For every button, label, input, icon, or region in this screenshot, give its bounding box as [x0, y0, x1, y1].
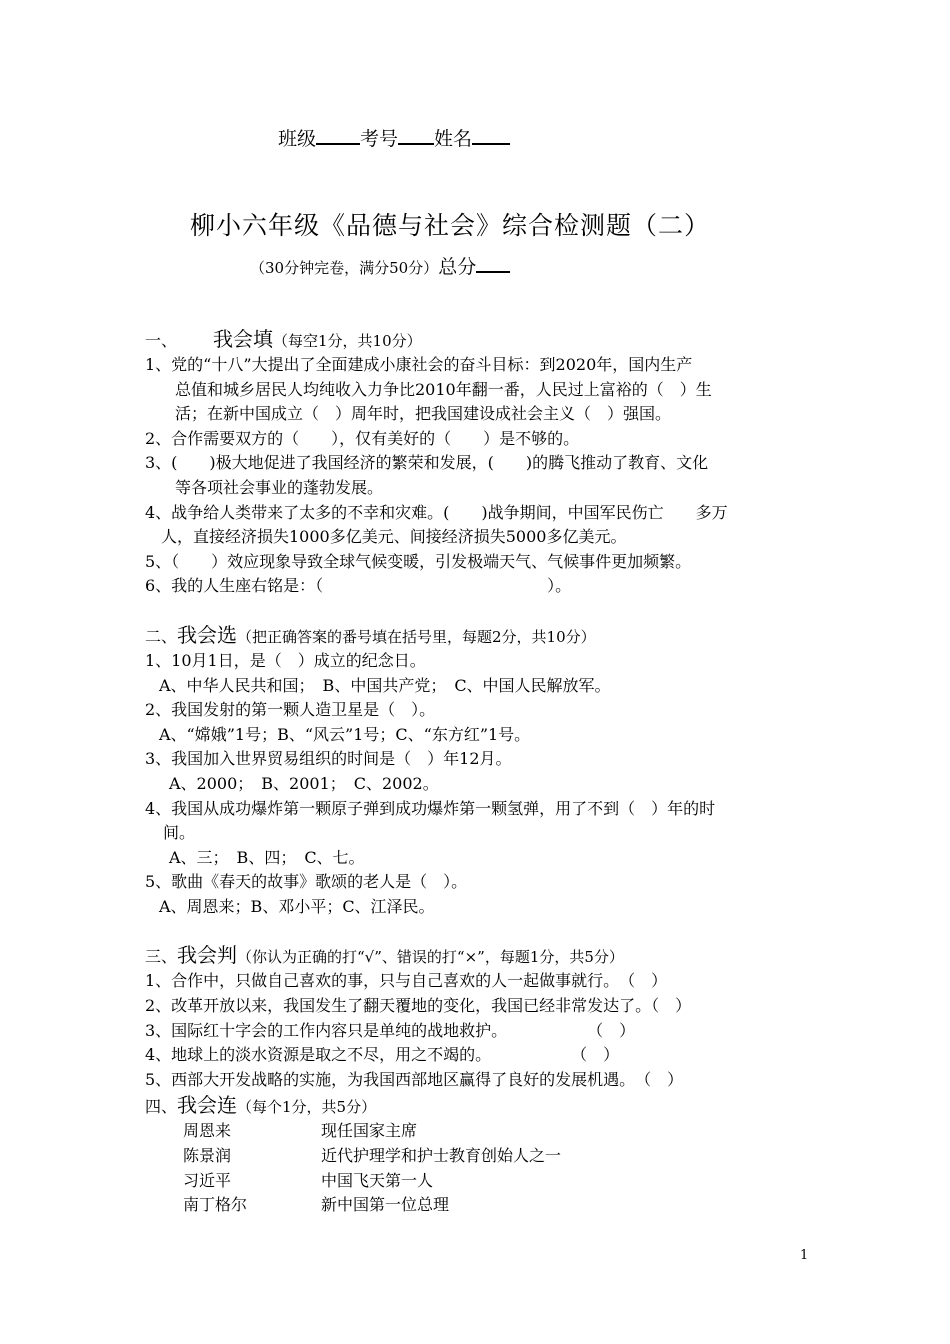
fill-q2: 2、合作需要双方的（ ），仅有美好的（ ）是不够的。 — [145, 428, 580, 448]
judge-q2: 2、改革开放以来，我国发生了翻天覆地的变化，我国已经非常发达了。（ ） — [145, 996, 692, 1016]
section-2-heading — [145, 622, 825, 649]
exam-time-note: （30分钟完卷，满分50分） — [250, 259, 439, 277]
choice-q2-options: A、“嫦娥”1号；B、“风云”1号；C、“东方红”1号。 — [159, 724, 531, 744]
section-note: （你认为正确的打“√”、错误的打“×”，每题1分，共5分） — [237, 948, 624, 967]
fill-q6: 6、我的人生座右铭是：（ ）。 — [145, 576, 572, 596]
match-person: 习近平 — [183, 1170, 232, 1190]
match-row — [145, 1169, 825, 1194]
choice-q1-options: A、中华人民共和国； B、中国共产党； C、中国人民解放军。 — [159, 675, 611, 695]
match-row — [145, 1193, 825, 1218]
section-number: 二、 — [145, 626, 178, 646]
class-label: 班级 — [278, 128, 317, 150]
class-blank — [316, 127, 360, 145]
match-description: 现任国家主席 — [321, 1121, 418, 1141]
section-note: （每空1分，共10分） — [273, 332, 422, 350]
name-blank — [472, 127, 510, 145]
fill-q3-line2: 等各项社会事业的蓬勃发展。 — [175, 477, 384, 497]
fill-q4-line1: 4、战争给人类带来了太多的不幸和灾难。( )战争期间，中国军民伤亡 多万 — [145, 502, 728, 522]
name-label: 姓名 — [434, 128, 473, 150]
page-subtitle — [250, 252, 510, 279]
section-title: 我会连 — [177, 1093, 238, 1118]
choice-q5: 5、歌曲《春天的故事》歌颂的老人是（ ）。 — [145, 872, 468, 892]
choice-q1: 1、10月1日，是（ ）成立的纪念日。 — [145, 650, 426, 670]
exam-no-label: 考号 — [360, 128, 399, 150]
choice-q4-line2: 间。 — [163, 823, 196, 843]
match-person: 南丁格尔 — [183, 1195, 248, 1215]
match-description: 新中国第一位总理 — [321, 1195, 450, 1215]
fill-q3-line1: 3、( )极大地促进了我国经济的繁荣和发展，( )的腾飞推动了教育、文化 — [145, 453, 709, 473]
choice-q4-line1: 4、我国从成功爆炸第一颗原子弹到成功爆炸第一颗氢弹，用了不到（ ）年的时 — [145, 798, 716, 818]
match-person: 周恩来 — [183, 1121, 232, 1141]
fill-q1-line2: 总值和城乡居民人均纯收入力争比2010年翻一番，人民过上富裕的（ ）生 — [175, 379, 712, 399]
judge-q3: 3、国际红十字会的工作内容只是单纯的战地救护。 （ ） — [145, 1020, 636, 1040]
judge-q4: 4、地球上的淡水资源是取之不尽，用之不竭的。 （ ） — [145, 1045, 620, 1065]
section-note: （每个1分，共5分） — [237, 1098, 377, 1117]
fill-q1-line1: 1、党的“十八”大提出了全面建成小康社会的奋斗目标：到2020年，国内生产 — [145, 355, 693, 374]
fill-q4-line2: 人，直接经济损失1000多亿美元、间接经济损失5000多亿美元。 — [161, 527, 627, 547]
choice-q3: 3、我国加入世界贸易组织的时间是（ ）年12月。 — [145, 749, 512, 769]
section-note: （把正确答案的番号填在括号里，每题2分，共10分） — [237, 627, 596, 646]
match-person: 陈景润 — [183, 1146, 232, 1166]
section-number: 四、 — [145, 1097, 178, 1117]
judge-q1: 1、合作中，只做自己喜欢的事，只与自己喜欢的人一起做事就行。 （ ） — [145, 971, 668, 991]
section-4-heading — [145, 1092, 825, 1119]
section-number: 三、 — [145, 947, 178, 967]
section-title: 我会填 — [213, 327, 274, 351]
exam-content — [145, 326, 825, 1218]
section-3-heading — [145, 942, 825, 969]
page-title: 柳小六年级《品德与社会》综合检测题（二） — [190, 211, 711, 240]
student-info-header — [278, 124, 510, 151]
match-row — [145, 1119, 825, 1144]
choice-q4-options: A、三； B、四； C、七。 — [169, 847, 365, 867]
match-description: 近代护理学和护士教育创始人之一 — [321, 1146, 562, 1166]
section-title: 我会选 — [177, 622, 238, 647]
total-score-label: 总分 — [438, 256, 477, 278]
choice-q5-options: A、周恩来；B、邓小平；C、江泽民。 — [159, 896, 435, 916]
total-score-blank — [476, 255, 510, 273]
exam-no-blank — [398, 127, 434, 145]
match-description: 中国飞天第一人 — [321, 1170, 434, 1190]
choice-q2: 2、我国发射的第一颗人造卫星是（ ）。 — [145, 700, 436, 720]
section-1-heading — [145, 326, 825, 353]
judge-q5: 5、西部大开发战略的实施，为我国西部地区赢得了良好的发展机遇。 （ ） — [145, 1069, 684, 1089]
page-number: 1 — [800, 1248, 809, 1263]
fill-q1-line3: 活；在新中国成立（ ）周年时，把我国建设成社会主义（ ）强国。 — [175, 404, 672, 424]
section-title: 我会判 — [177, 943, 238, 968]
choice-q3-options: A、2000； B、2001； C、2002。 — [169, 773, 439, 793]
section-number: 一、 — [145, 331, 178, 350]
fill-q5: 5、（ ）效应现象导致全球气候变暖，引发极端天气、气候事件更加频繁。 — [145, 551, 692, 571]
match-row — [145, 1144, 825, 1169]
